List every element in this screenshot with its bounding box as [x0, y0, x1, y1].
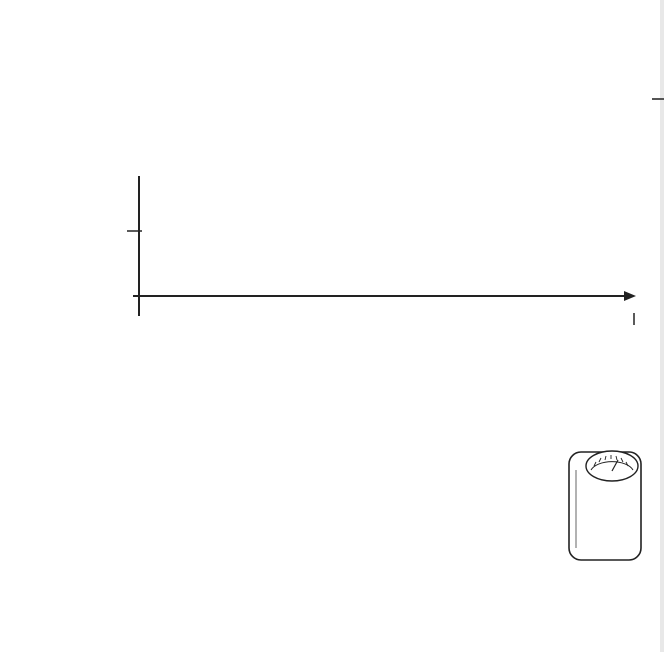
x-axis-arrow-icon [624, 291, 636, 301]
question-e [160, 573, 640, 613]
bathroom-scale-icon [569, 451, 641, 560]
question-c [160, 414, 630, 434]
question-b [160, 355, 630, 375]
question-a [160, 104, 630, 144]
page-edge-mark [652, 98, 664, 100]
question-d [160, 474, 560, 534]
